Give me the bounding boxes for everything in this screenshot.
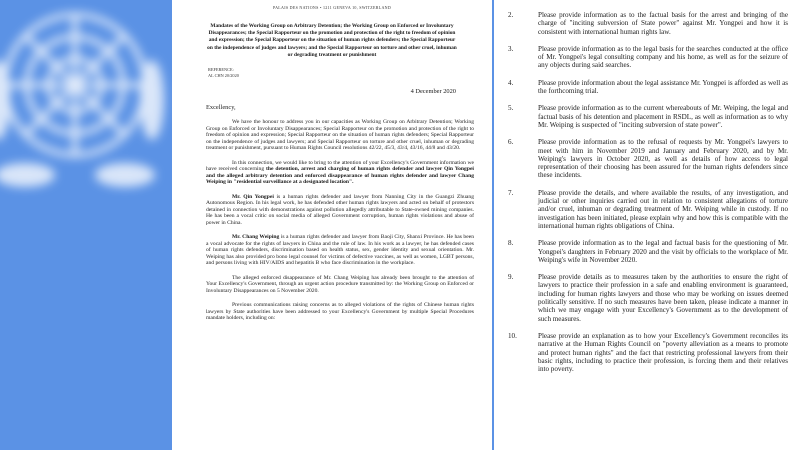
list-item: [508, 45, 788, 70]
item-text: Please provide the details, and where available the results, of any investigation, and judicial or other inquiries carried out in relation to consistent allegations of torture and/or cruel, inhuman or degrading treatment of Mr. Weiping while in custody. If no investigation has been initiated, please explain why and how this is compatible with the international human rights obligations of China.: [538, 188, 788, 230]
paragraph-chang-weiping: Mr. Chang Weiping is a human rights defender and lawyer from Baoji City, Shanxi Province. He has been a vocal advocate for the rights of lawyers in China and the rule of law. In his work as a lawyer, he has defended cases of human rights defenders, discrimination based on health status, sex, gender identity and sexual orientation. Mr. Weiping has also provided pro bono legal counsel for victims of defective vaccines, as well as women, LGBT persons, and persons living with HIV/AIDS and hepatitis B who face discrimination in the workplace.: [206, 234, 474, 267]
list-item: [508, 104, 788, 129]
item-text: Please provide information as to the legal and factual basis for the questioning of Mr. Yongpei's daughters in February 2020 and the visit by officials to the workplace of Mr. Weiping's wife in November 2020.: [538, 239, 788, 264]
item-text: Please provide details as to measures taken by the authorities to ensure the right of lawyers to practice their profession in a safe and enabling environment is guaranteed, including for human rights lawyers and those who may be working on issues deemed politically sensitive. If no such measures have been taken, please indicate a manner in which we may engage with your Excellency's Government as to the development of such measures.: [538, 273, 788, 323]
item-number: 10.: [508, 331, 517, 340]
mandates-heading: Mandates of the Working Group on Arbitrary Detention; the Working Group on Enforced or Involuntary Disappearances; the Special Rapporteur on the promotion and protection of the right to freedom of opinion and expression; the Special Rapporteur on the situation of human rights defenders; the Special Rapporteur on the independence of judges and lawyers; and the Special Rapporteur on torture and other cruel, inhuman or degrading treatment or punishment: [207, 23, 457, 58]
item-text: Please provide information about the legal assistance Mr. Yongpei is afforded as well as the forthcoming trial.: [538, 78, 788, 96]
item-number: 9.: [508, 273, 514, 282]
letter-page: [172, 0, 492, 450]
concern-highlight: the detention, arrest and charging of human rights defender and lawyer Qin Yongpei and the alleged arbitrary detention and enforced disappearance of human rights defender and lawyer Chang Weiping in "residential surveillance at a designated location".: [206, 166, 474, 186]
un-emblem-icon: [0, 0, 180, 220]
list-item: [508, 332, 788, 373]
item-text: Please provide an explanation as to how your Excellency's Government reconciles its narrative at the Human Rights Council on "poverty alleviation as a means to promote and protect human rights" and the fact that restricting professional lawyers from their basic rights, including to practice their profession, is forcing them and their relatives into poverty.: [538, 331, 788, 374]
paragraph-previous-communications: Previous communications raising concerns as to alleged violations of the rights of Chinese human rights lawyers by State authorities have been addressed to your Excellency's Government by multiple Special Procedures mandate holders, including on:: [206, 302, 474, 322]
reference-label: REFERENCE:: [208, 67, 234, 73]
item-number: 5.: [508, 104, 514, 113]
item-text: Please provide information as to the factual basis for the arrest and bringing of the charge of "inciting subversion of State power" against Mr. Yongpei and how it is consistent with international human rights law.: [538, 11, 788, 36]
paragraph-disappearance: The alleged enforced disappearance of Mr. Chang Weiping has already been brought to the attention of Your Excellency's Government, through an urgent action procedure transmitted by: the Working Group on Enforced or Involuntary Disappearances on 5 November 2020.: [206, 274, 474, 294]
name-chang-weiping: Mr. Chang Weiping: [232, 234, 280, 241]
item-text: Please provide information as to the current whereabouts of Mr. Weiping, the legal and factual basis of his detention and placement in RSDL, as well as information as to why Mr. Weiping is suspected of "inciting subversion of state power".: [538, 104, 788, 129]
item-number: 6.: [508, 138, 514, 147]
list-item: [508, 189, 788, 230]
item-number: 2.: [508, 11, 514, 19]
list-item: [508, 11, 788, 36]
paragraph-concern: In this connection, we would like to bring to the attention of your Excellency's Government information we have received concerning the detention, arrest and charging of human rights defender and lawyer Qin Yongpei and the alleged arbitrary detention and enforced disappearance of human rights defender and lawyer Chang Weiping in "residential surveillance at a designated location".: [206, 159, 474, 186]
paragraph-mandates: We have the honour to address you in our capacities as Working Group on Arbitrary Detention; Working Group on Enforced or Involuntary Disappearances; Special Rapporteur on the promotion and protection of the right to freedom of opinion and expression; Special Rapporteur on the situation of human rights defenders; Special Rapporteur on the independence of judges and lawyers; and Special Rapporteur on torture and other cruel, inhuman or degrading treatment or punishment, pursuant to Human Rights Council resolutions 42/22, 45/3, 43/4, 43/16, 44/8 and 43/20.: [206, 119, 474, 152]
item-text: Please provide information as to the refusal of requests by Mr. Yongpei's lawyers to meet with him in November 2019 and January and February 2020, and by Mr. Weiping's lawyers in October 2020, as well as details of how access to legal representation of their choosing has been assured for the human rights defenders since these incidents.: [538, 138, 788, 180]
letterhead: PALAIS DES NATIONS • 1211 GENEVA 10, SWITZERLAND: [272, 5, 392, 10]
list-item: [508, 79, 788, 96]
item-text: Please provide information as to the legal basis for the searches conducted at the office of Mr. Yongpei's legal consulting company and his home, as well as for the seizure of any objects during said searches.: [538, 44, 788, 70]
item-number: 3.: [508, 44, 514, 53]
letter-date: 4 December 2020: [410, 88, 456, 96]
reference-block: [208, 67, 492, 78]
questions-list: [508, 11, 788, 382]
item-number: 7.: [508, 188, 514, 197]
item-number: 8.: [508, 239, 514, 248]
salutation: Excellency,: [206, 104, 236, 112]
list-item: [508, 239, 788, 264]
paragraph-qin-yongpei: Mr. Qin Yongpei is a human rights defender and lawyer from Nanning City in the Guangzi Zhuang Autonomous Region. In his legal work, he has defended other human rights lawyers and acted on behalf of protestors detained in connection with demonstrations against pollution allegedly attributable to State-owned mining companies. He has been a vocal critic on social media of alleged Government corruption, human rights violations and abuse of power in China.: [206, 193, 474, 226]
reference-code: AL CHN 20/2020: [208, 72, 239, 78]
list-item: [508, 138, 788, 179]
item-number: 4.: [508, 78, 514, 87]
list-item: [508, 273, 788, 323]
name-qin-yongpei: Mr. Qin Yongpei: [232, 193, 274, 200]
annex-page: [494, 0, 800, 450]
